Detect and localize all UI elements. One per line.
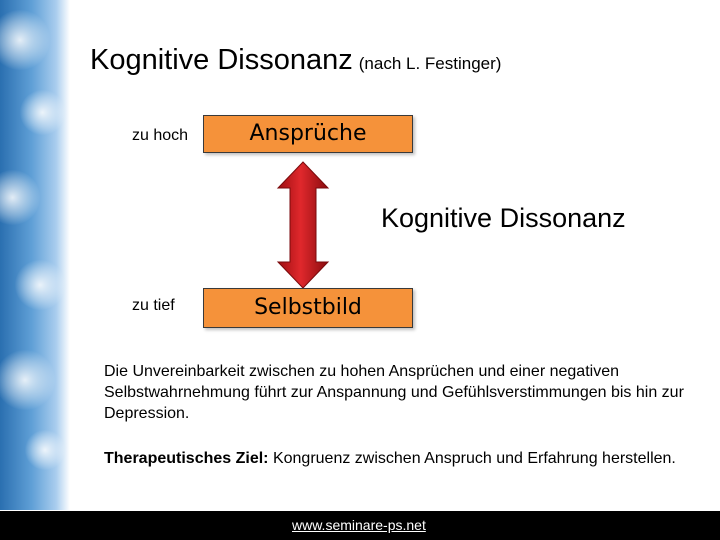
- footer-website-link[interactable]: www.seminare-ps.net: [292, 517, 426, 533]
- bokeh-light: [25, 430, 65, 470]
- box-ansprueche: Ansprüche: [203, 115, 413, 153]
- slide-title: [90, 44, 501, 77]
- bokeh-light: [20, 90, 65, 135]
- double-arrow-icon: [276, 160, 330, 290]
- bokeh-light: [0, 350, 55, 410]
- therapy-goal-text: Kongruenz zwischen Anspruch und Erfahrung herstellen.: [268, 450, 676, 467]
- title-main: Kognitive Dissonanz: [90, 44, 353, 76]
- bokeh-light: [0, 170, 40, 225]
- box-selbstbild: Selbstbild: [203, 288, 413, 328]
- label-zu-hoch: zu hoch: [132, 127, 189, 144]
- label-zu-tief: zu tief: [132, 297, 175, 314]
- decorative-blue-band: [0, 0, 70, 510]
- bokeh-light: [15, 260, 65, 310]
- kognitive-dissonanz-label: Kognitive Dissonanz: [381, 203, 626, 233]
- bokeh-light: [0, 10, 50, 70]
- therapy-goal-label: Therapeutisches Ziel:: [104, 450, 269, 467]
- title-subtitle: (nach L. Festinger): [358, 54, 502, 73]
- footer-bar: [0, 511, 720, 540]
- therapy-goal-paragraph: [104, 448, 704, 469]
- description-paragraph: Die Unvereinbarkeit zwischen zu hohen Ansprüchen und einer negativen Selbstwahrnehmung führt zur Anspannung und Gefühlsverstimmungen bis hin zur Depression.: [104, 363, 684, 422]
